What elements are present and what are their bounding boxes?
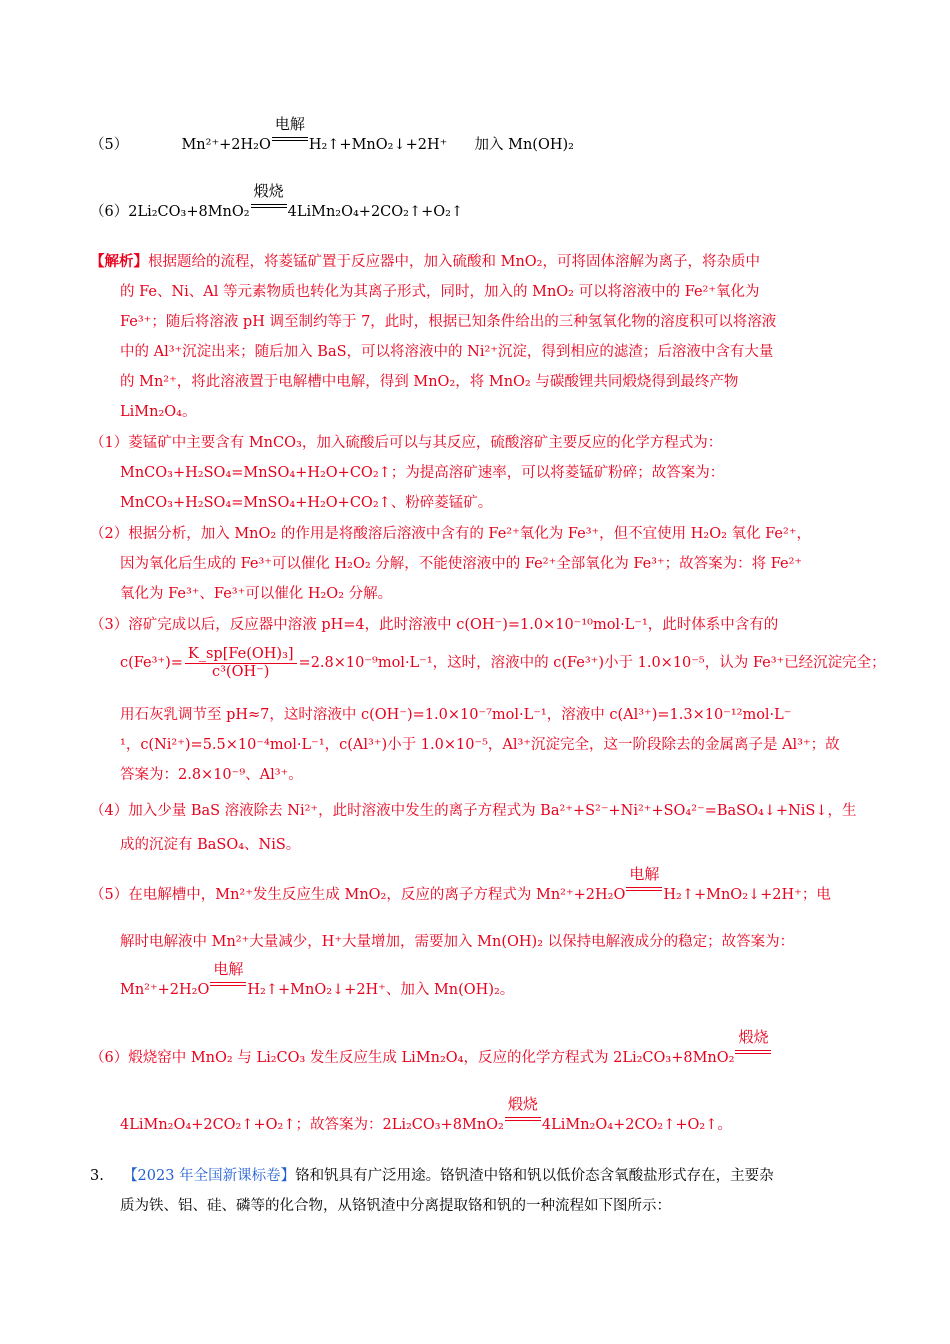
analysis-p6-line-2: 4LiMn₂O₄+2CO₂↑+O₂↑；故答案为：2Li₂CO₃+8MnO₂ 煅烧 4LiMn₂O₄+2CO₂↑+O₂↑。 [120,1095,732,1133]
answer-6-eq-left: 2Li₂CO₃+8MnO₂ [128,204,250,220]
analysis-p0-line-4: 的 Mn²⁺，将此溶液置于电解槽中电解，得到 MnO₂，将 MnO₂ 与碳酸锂共同煅烧得到最终产物 [120,374,739,390]
ksp-fraction: $\frac{\text{K\_sp[Fe(OH)₃]}}{\text{c³(OH⁻)}}$ [185,646,297,681]
analysis-p3-line-1: （3）溶矿完成以后，反应器中溶液 pH=4，此时溶液中 c(OH⁻)=1.0×10⁻¹⁰mol·L⁻¹，此时体系中含有的 [90,617,779,633]
answer-6-eq-right: 4LiMn₂O₄+2CO₂↑+O₂↑ [287,204,464,220]
analysis-p1-line-1: MnCO₃+H₂SO₄=MnSO₄+H₂O+CO₂↑；为提高溶矿速率，可以将菱锰矿粉碎；故答案为： [120,465,725,481]
analysis-p6-line-1: （6）煅烧窑中 MnO₂ 与 Li₂CO₃ 发生反应生成 LiMn₂O₄，反应的化学方程式为 2Li₂CO₃+8MnO₂ 煅烧 [90,1048,772,1068]
answer-5-eq-left: Mn²⁺+2H₂O [181,137,271,153]
analysis-p0-line-0: 【解析】根据题给的流程，将菱锰矿置于反应器中，加入硫酸和 MnO₂，可将固体溶解为离子，将杂质中 [90,253,760,270]
analysis-p4-line-1: （4）加入少量 BaS 溶液除去 Ni²⁺，此时溶液中发生的离子方程式为 Ba²⁺+S²⁻+Ni²⁺+SO₄²⁻=BaSO₄↓+NiS↓，生 [90,803,857,819]
equation-arrow: 电解 [271,135,309,155]
answer-6 [90,182,464,222]
analysis-p2-line-2: 氧化为 Fe³⁺、Fe³⁺可以催化 H₂O₂ 分解。 [120,586,393,602]
answer-6-number: （6） [90,204,129,220]
question-3-line-1: 3. 【2023 年全国新课标卷】铬和钒具有广泛用途。铬钒渣中铬和钒以低价态含氧酸盐形式存在，主要杂 [90,1168,774,1184]
equation-arrow: 煅烧 [734,1048,772,1068]
equation-arrow: 煅烧 [250,202,288,222]
equation-arrow: 电解 [209,980,247,1000]
analysis-p5-line-3: Mn²⁺+2H₂O 电解 H₂↑+MnO₂↓+2H⁺、加入 Mn(OH)₂。 [120,960,515,998]
analysis-p5-line-1: （5）在电解槽中，Mn²⁺发生反应生成 MnO₂，反应的离子方程式为 Mn²⁺+2H₂O 电解 H₂↑+MnO₂↓+2H⁺；电 [90,865,831,903]
answer-5 [90,115,574,155]
analysis-p0-line-3: 中的 Al³⁺沉淀出来；随后加入 BaS，可以将溶液中的 Ni²⁺沉淀，得到相应的滤渣；后溶液中含有大量 [120,344,774,360]
analysis-p0-line-5: LiMn₂O₄。 [120,404,197,420]
equation-arrow: 电解 [625,885,663,905]
analysis-p1-line-2: MnCO₃+H₂SO₄=MnSO₄+H₂O+CO₂↑、粉碎菱锰矿。 [120,495,493,511]
analysis-p3-line-2: c(Fe³⁺)= $\frac{\text{K\_sp[Fe(OH)₃]}}{\text{c³(OH⁻)}}$ =2.8×10⁻⁹mol·L⁻¹，这时，溶液中的 c(Fe³⁺)小于 1.0×10⁻⁵，认为 Fe³⁺已经沉淀完全； [120,645,886,680]
question-3-line-2: 质为铁、铝、硅、磷等的化合物，从铬钒渣中分离提取铬和钒的一种流程如下图所示： [120,1198,671,1214]
analysis-tag: 【解析】 [90,253,148,270]
analysis-p2-line-0: （2）根据分析，加入 MnO₂ 的作用是将酸溶后溶液中含有的 Fe²⁺氧化为 Fe³⁺，但不宜使用 H₂O₂ 氧化 Fe²⁺， [90,526,811,542]
equation-arrow: 煅烧 [504,1115,542,1135]
analysis-p3-line-5: 答案为：2.8×10⁻⁹、Al³⁺。 [120,767,303,783]
answer-5-number: （5） [90,137,129,153]
analysis-p4-line-2: 成的沉淀有 BaSO₄、NiS。 [120,837,301,853]
answer-5-extra: 加入 Mn(OH)₂ [474,137,574,153]
analysis-p5-line-2: 解时电解液中 Mn²⁺大量减少，H⁺大量增加，需要加入 Mn(OH)₂ 以保持电解液成分的稳定；故答案为： [120,934,795,950]
analysis-p2-line-1: 因为氧化后生成的 Fe³⁺可以催化 H₂O₂ 分解，不能使溶液中的 Fe²⁺全部氧化为 Fe³⁺；故答案为：将 Fe²⁺ [120,556,803,572]
analysis-p1-line-0: （1）菱锰矿中主要含有 MnCO₃，加入硫酸后可以与其反应，硫酸溶矿主要反应的化学方程式为： [90,435,723,451]
analysis-p3-line-3: 用石灰乳调节至 pH≈7，这时溶液中 c(OH⁻)=1.0×10⁻⁷mol·L⁻¹，溶液中 c(Al³⁺)=1.3×10⁻¹²mol·L⁻ [120,707,792,723]
analysis-p3-line-4: ¹，c(Ni²⁺)=5.5×10⁻⁴mol·L⁻¹，c(Al³⁺)小于 1.0×10⁻⁵，Al³⁺沉淀完全，这一阶段除去的金属离子是 Al³⁺；故 [120,737,840,753]
answer-5-eq-right: H₂↑+MnO₂↓+2H⁺ [308,137,448,153]
analysis-p0-line-1: 的 Fe、Ni、Al 等元素物质也转化为其离子形式，同时，加入的 MnO₂ 可以将溶液中的 Fe²⁺氧化为 [120,284,760,300]
question-3-source: 【2023 年全国新课标卷】 [123,1168,296,1184]
analysis-p0-line-2: Fe³⁺；随后将溶液 pH 调至制约等于 7，此时，根据已知条件给出的三种氢氧化物的溶度积可以将溶液 [120,314,777,330]
question-3-number: 3. [90,1168,104,1184]
